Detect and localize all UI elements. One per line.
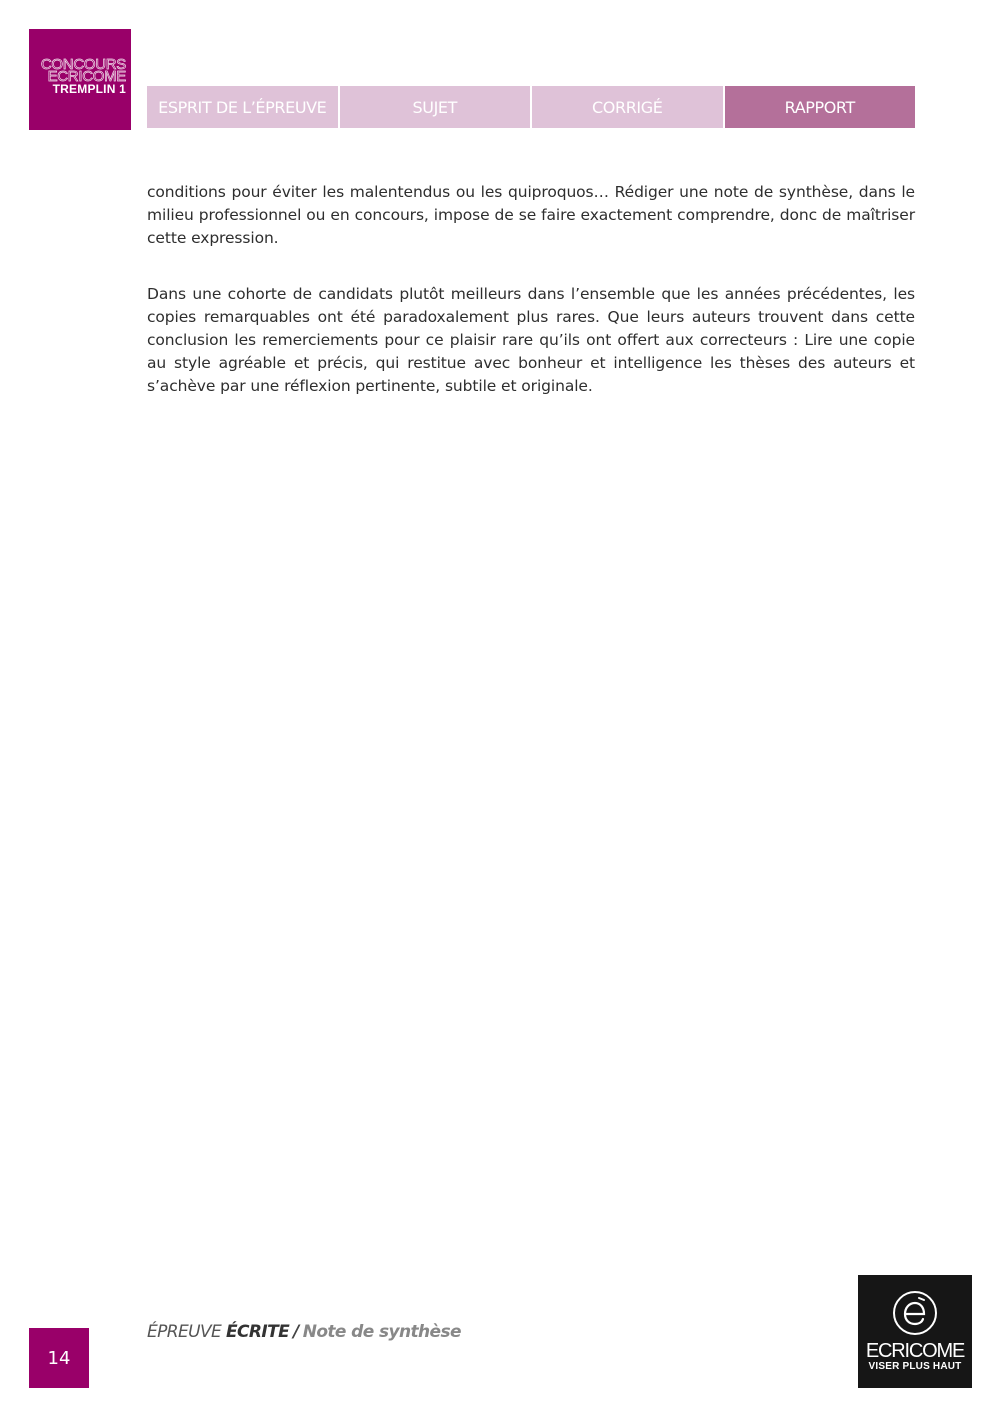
ecricome-e-icon xyxy=(891,1289,939,1337)
tab-esprit-epreuve[interactable]: ESPRIT DE L’ÉPREUVE xyxy=(147,86,338,128)
brand-slogan: VISER PLUS HAUT xyxy=(868,1361,962,1372)
paragraph-1: conditions pour éviter les malentendus ou les quiproquos… Rédiger une note de synthèse, dans le milieu professionnel ou en concours, impose de se faire exactement comprendre, donc de maîtriser cette expression. xyxy=(147,183,915,247)
footer-title xyxy=(147,1322,461,1342)
report-body xyxy=(147,181,915,431)
footer-title-prefix: ÉPREUVE xyxy=(147,1322,226,1342)
logo-tremplin-text: TREMPLIN 1 xyxy=(52,82,126,96)
footer-title-separator: / xyxy=(293,1322,299,1342)
ecricome-brand-logo xyxy=(858,1275,972,1388)
concours-logo xyxy=(29,29,131,130)
logo-concours-text: CONCOURS xyxy=(40,56,126,73)
page-number: 14 xyxy=(29,1328,89,1388)
section-tabs xyxy=(147,86,915,128)
tab-rapport[interactable]: RAPPORT xyxy=(725,86,916,128)
paragraph-2: Dans une cohorte de candidats plutôt meilleurs dans l’ensemble que les années précédentes, les copies remarquables ont été paradoxalement plus rares. Que leurs auteurs trouvent dans cette conclusion les remerciements pour ce plaisir rare qu’ils ont offert aux correcteurs : Lire une copie au style agréable et précis, qui restitue avec bonheur et intelligence les thèses des auteurs et s’achève par une réflexion pertinente, subtile et originale. xyxy=(147,285,915,395)
tab-sujet[interactable]: SUJET xyxy=(340,86,531,128)
footer-title-bold: ÉCRITE xyxy=(225,1322,290,1342)
tab-corrige[interactable]: CORRIGÉ xyxy=(532,86,723,128)
brand-name: ECRICOME xyxy=(865,1340,965,1362)
logo-ecricome-text: ECRICOME xyxy=(47,68,126,85)
footer-subtitle: Note de synthèse xyxy=(302,1322,461,1342)
